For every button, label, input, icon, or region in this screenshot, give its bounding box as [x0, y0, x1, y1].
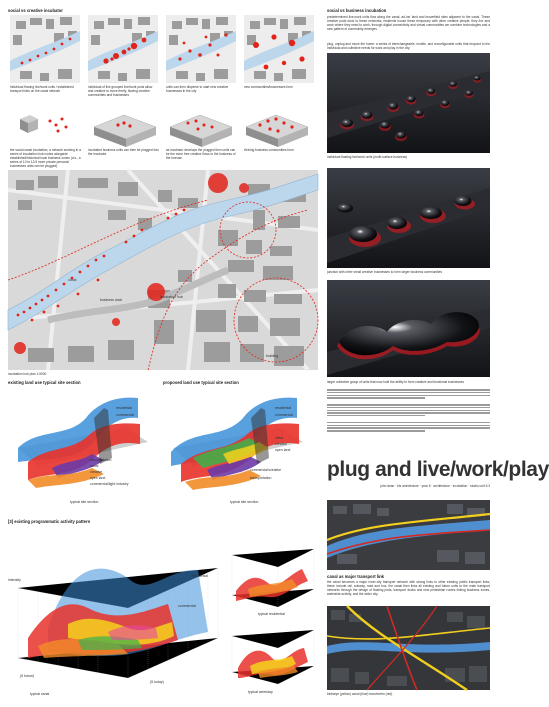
- diagram-4: [244, 15, 314, 83]
- incubator-caption-5: the social canal incubation, a network working in a series of incubation hub nodes alongside established/historical local business zones (d.s., a series of 10 to 12/4 more private personal businesses units can be plugged): [10, 148, 81, 168]
- graph-label-future: (5 future): [20, 674, 35, 678]
- typical-residential-graph: [228, 545, 318, 615]
- single-pod-diagram: [20, 115, 68, 133]
- render-pods-merged: [327, 280, 490, 377]
- proposed-section-title: proposed land use typical site section: [163, 380, 239, 385]
- existing-section-caption: typical site section: [70, 500, 99, 504]
- existing-section-diagram: [8, 388, 158, 498]
- legend-proposed-2: office: [275, 436, 284, 440]
- legend-existing-2: transportation: [90, 458, 112, 462]
- proposed-section-caption: typical site section: [230, 500, 259, 504]
- business-incubation-title: social vs business incubation: [327, 8, 387, 13]
- site-plan-map: [8, 170, 318, 370]
- legend-existing-0: residential: [116, 406, 132, 410]
- incubator-caption-3: units can then disperse to start new creative businesses in the city: [166, 85, 229, 93]
- map-label-canal: canal: [68, 278, 77, 282]
- incubator-caption-1: individual flowing live/work units / established transport links on the canal network: [10, 85, 74, 93]
- legend-proposed-4: open land: [275, 448, 291, 452]
- diagram-3: [166, 15, 236, 83]
- proposed-section-diagram: [163, 388, 318, 498]
- right-column-text-block: [327, 388, 490, 433]
- render-pods-cluster: [327, 168, 490, 268]
- render-caption-3: larger collective group of units that now hold the ability to form creative and functional businesses: [327, 380, 464, 384]
- transport-caption: birdseye (yellow) canal (blue) tram/metro (red): [327, 692, 393, 696]
- render-caption-2: junction with other small creative businesses to form larger business communities: [327, 270, 442, 274]
- legend-existing-3: canal: [90, 464, 99, 468]
- existing-section-title: existing land use typical site section: [8, 380, 81, 385]
- block-with-pods-3: [246, 115, 308, 147]
- diagram-2: [88, 15, 158, 83]
- map-label-hub: incubation hub: [160, 295, 183, 299]
- graph-label-canal: typical canal: [30, 692, 50, 696]
- typical-weekday-graph: [228, 628, 318, 690]
- poster-byline: john dean · bls architecture · year 5 · architecture · incubation · studio unit 5.3: [380, 484, 490, 488]
- incubator-caption-6: incubated business units can then be plugged into the incubator: [88, 148, 159, 156]
- diagram-1: [10, 15, 80, 83]
- map-caption: incubation hub plan 1:5000: [8, 372, 47, 376]
- typical-weekday-label: typical weekday: [248, 690, 273, 694]
- map-label-dock: business dock: [100, 298, 123, 302]
- incubator-caption-2: individual of live grouped live/work pods allow and creative to move freely, flowing creative communities and businesses: [88, 85, 153, 97]
- incubator-diagrams-row2: [14, 107, 314, 149]
- typical-residential-label: typical residential: [258, 612, 285, 616]
- incubator-diagrams-row1: [10, 15, 315, 93]
- transport-title: canal as major transport link: [327, 574, 385, 579]
- graph-label-commercial: commercial: [178, 604, 196, 608]
- render-transport-aerial: [327, 606, 490, 690]
- legend-existing-5: open land: [90, 476, 106, 480]
- incubator-title: social vs creative incubator: [8, 8, 63, 13]
- programmatic-title: [3] existing programmatic activity pattern: [8, 519, 91, 524]
- render-transport-canal: [327, 500, 490, 570]
- programmatic-activity-graph: [8, 528, 228, 698]
- block-with-pods-1: [94, 115, 156, 147]
- legend-proposed-1: commercial: [275, 413, 293, 417]
- transport-paragraph: the canal becomes a major inner-city transport network with strong links to other existing public transport links; these include rail, subway, road and bus. the canal then links all existing and future units to the main transport networks through the design of floating pods, transport docks and new pedestrian routes linking business zones, waterside activity, and the wider city.: [327, 580, 490, 597]
- graph-label-today: (5 today): [150, 680, 164, 684]
- incubator-caption-4: new communities/businesses form: [244, 85, 293, 89]
- render-caption-1: individual floating live/work units (multi-surface business): [327, 155, 408, 159]
- legend-existing-4: creative: [90, 470, 103, 474]
- legend-proposed-3: creative: [275, 442, 288, 446]
- incubator-caption-8: thriving business communities form: [244, 148, 294, 152]
- map-label-building: building: [266, 354, 279, 358]
- render-floating-pods: [327, 53, 490, 153]
- business-incubation-paragraph-2: plug, unplug and move the home: a series of interchangeable, mobile, and reconfigurable units that respond to the individual and collective needs for work and play in the city.: [327, 42, 490, 51]
- legend-proposed-5: commercial/creative: [250, 468, 282, 472]
- graph-label-intensity: intensity: [8, 578, 21, 582]
- poster-headline: plug and live/work/play: [327, 458, 549, 481]
- graph-label-residential: residential: [192, 574, 208, 578]
- legend-existing-6: commercial/light industry: [90, 482, 129, 486]
- incubator-caption-7: as incubator develops the plugged then units can be the more free creative flows to the business of the foreuse: [166, 148, 236, 160]
- business-incubation-paragraph: predetermined live-work units flow along the canal, ad-ins' land and brownfield sites adjacent to the canal. These creative pods dock to these networks; residents house these temporary with other creative people; they live and work where they need to work, through digital connectivity and virtual communities we combine technologies and a new pattern of community emerges.: [327, 15, 490, 32]
- legend-proposed-6: transportation: [250, 476, 272, 480]
- block-with-pods-2: [170, 115, 232, 147]
- legend-proposed-0: residential: [275, 406, 291, 410]
- legend-existing-1: commercial: [116, 413, 134, 417]
